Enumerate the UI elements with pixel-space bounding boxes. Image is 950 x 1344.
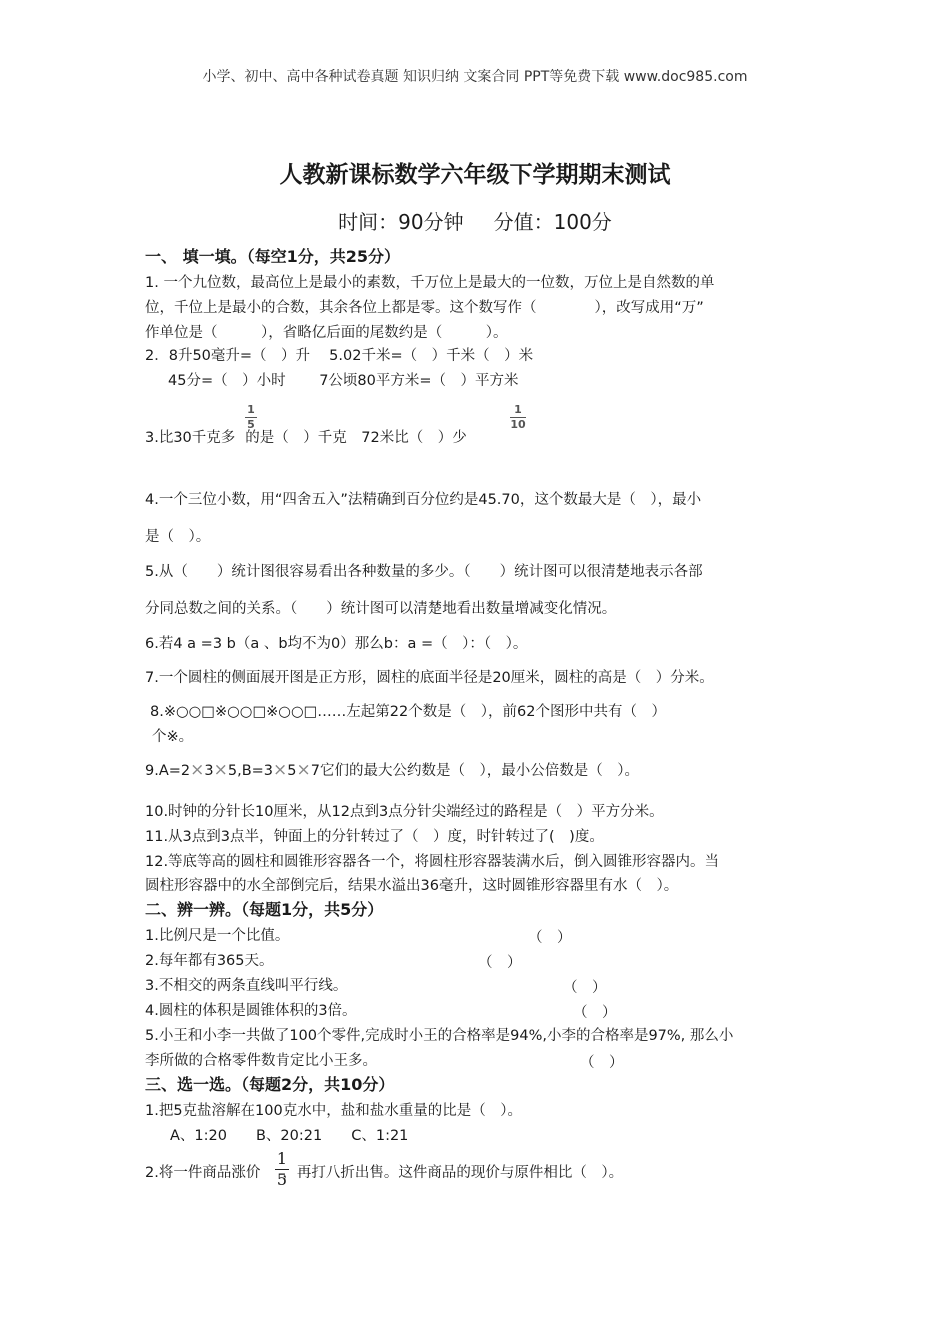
- judge-item-1: 1.比例尺是一个比值。: [145, 928, 290, 944]
- q3-fraction-1: 1 5: [243, 404, 259, 431]
- judge-item-3: 3.不相交的两条直线叫平行线。: [145, 978, 348, 994]
- q2-line1: 2．8升50毫升=（ ）升 5.02千米=（ ）千米（ ）米: [145, 348, 534, 364]
- q10: 10.时钟的分针长10厘米，从12点到3点分针尖端经过的路程是（ ）平方分米。: [145, 804, 664, 820]
- exam-time: 时间：90分钟: [338, 210, 464, 234]
- exam-info: [0, 206, 950, 235]
- q5-line1: 5.从（ ）统计图很容易看出各种数量的多少。（ ）统计图可以很清楚地表示各部: [145, 564, 703, 580]
- q12-line2: 圆柱形容器中的水全部倒完后，结果水溢出36毫升，这时圆锥形容器里有水（ ）。: [145, 878, 679, 894]
- times-icon: ×: [213, 760, 228, 780]
- judge-mark-3: （ ）: [563, 980, 607, 996]
- judge-item-5-line2: 李所做的合格零件数肯定比小王多。: [145, 1053, 377, 1069]
- judge-item-4: 4.圆柱的体积是圆锥体积的3倍。: [145, 1003, 357, 1019]
- q4-line1: 4.一个三位小数，用“四舍五入”法精确到百分位约是45.70，这个数最大是（ ），最小: [145, 492, 702, 508]
- judge-mark-5: （ ）: [580, 1055, 624, 1071]
- judge-mark-1: （ ）: [528, 930, 572, 946]
- judge-item-2: 2.每年都有365天。: [145, 953, 274, 969]
- q12-line1: 12.等底等高的圆柱和圆锥形容器各一个，将圆柱形容器装满水后，倒入圆锥形容器内。当: [145, 854, 720, 870]
- q7: 7.一个圆柱的侧面展开图是正方形，圆柱的底面半径是20厘米，圆柱的高是（ ）分米。: [145, 670, 714, 686]
- judge-mark-2: （ ）: [478, 955, 522, 971]
- q1-line2: 位，千位上是最小的合数，其余各位上都是零。这个数写作（ ），改写成用“万”: [145, 300, 704, 316]
- judge-item-5-line1: 5.小王和小李一共做了100个零件,完成时小王的合格率是94%,小李的合格率是97%, 那么小: [145, 1028, 734, 1044]
- q1-line1: 1. 一个九位数，最高位上是最小的素数，千万位上是最大的一位数，万位上是自然数的单: [145, 275, 715, 291]
- times-icon: ×: [190, 760, 205, 780]
- section3-heading: 三、选一选。（每题2分，共10分）: [145, 1075, 395, 1094]
- choice-q1: 1.把5克盐溶解在100克水中，盐和盐水重量的比是（ ）。: [145, 1103, 522, 1119]
- q3: [145, 428, 467, 448]
- q5-line2: 分同总数之间的关系。（ ）统计图可以清楚地看出数量增减变化情况。: [145, 601, 617, 617]
- times-icon: ×: [273, 760, 288, 780]
- exam-score: 分值：100分: [493, 210, 612, 234]
- choice-q2: 2.将一件商品涨价 ，再打八折出售。这件商品的现价与原件相比（ ）。: [145, 1165, 624, 1181]
- q9: 9.A=2×3×5,B=3×5×7它们的最大公约数是（ ），最小公倍数是（ ）。: [145, 760, 640, 780]
- section2-heading: 二、辨一辨。（每题1分，共5分）: [145, 900, 384, 919]
- q3-fraction-2: 1 10: [510, 403, 526, 431]
- times-icon: ×: [296, 760, 311, 780]
- page-title: 人教新课标数学六年级下学期期末测试: [279, 162, 671, 188]
- q11: 11.从3点到3点半，钟面上的分针转过了（ ）度，时针转过了( )度。: [145, 829, 604, 845]
- section1-heading: 一、 填一填。（每空1分，共25分）: [145, 247, 400, 266]
- q6: 6.若4 a =3 b（a 、b均不为0）那么b：a =（ ）：（ ）。: [145, 636, 528, 652]
- q8-line1: 8.※○○□※○○□※○○□……左起第22个数是（ ），前62个图形中共有（ ）: [150, 704, 666, 720]
- q3-part-a: 3.比30千克多: [145, 430, 236, 446]
- q8-line2: 个※。: [152, 729, 194, 745]
- q1-line3: 作单位是（ ），省略亿后面的尾数约是（ ）。: [145, 325, 508, 341]
- judge-mark-4: （ ）: [573, 1005, 617, 1021]
- choice-q2-fraction: 1 5: [276, 1149, 288, 1189]
- q4-line2: 是（ ）。: [145, 529, 211, 545]
- q3-part-b: 的是（ ）千克 72米比（ ）少: [245, 430, 467, 446]
- page-header: 小学、初中、高中各种试卷真题 知识归纳 文案合同 PPT等免费下载 www.doc985.com: [202, 69, 748, 85]
- choice-q1-options: A、1:20 B、20:21 C、1:21: [170, 1128, 409, 1144]
- q2-line2: 45分=（ ）小时 7公顷80平方米=（ ）平方米: [168, 373, 519, 389]
